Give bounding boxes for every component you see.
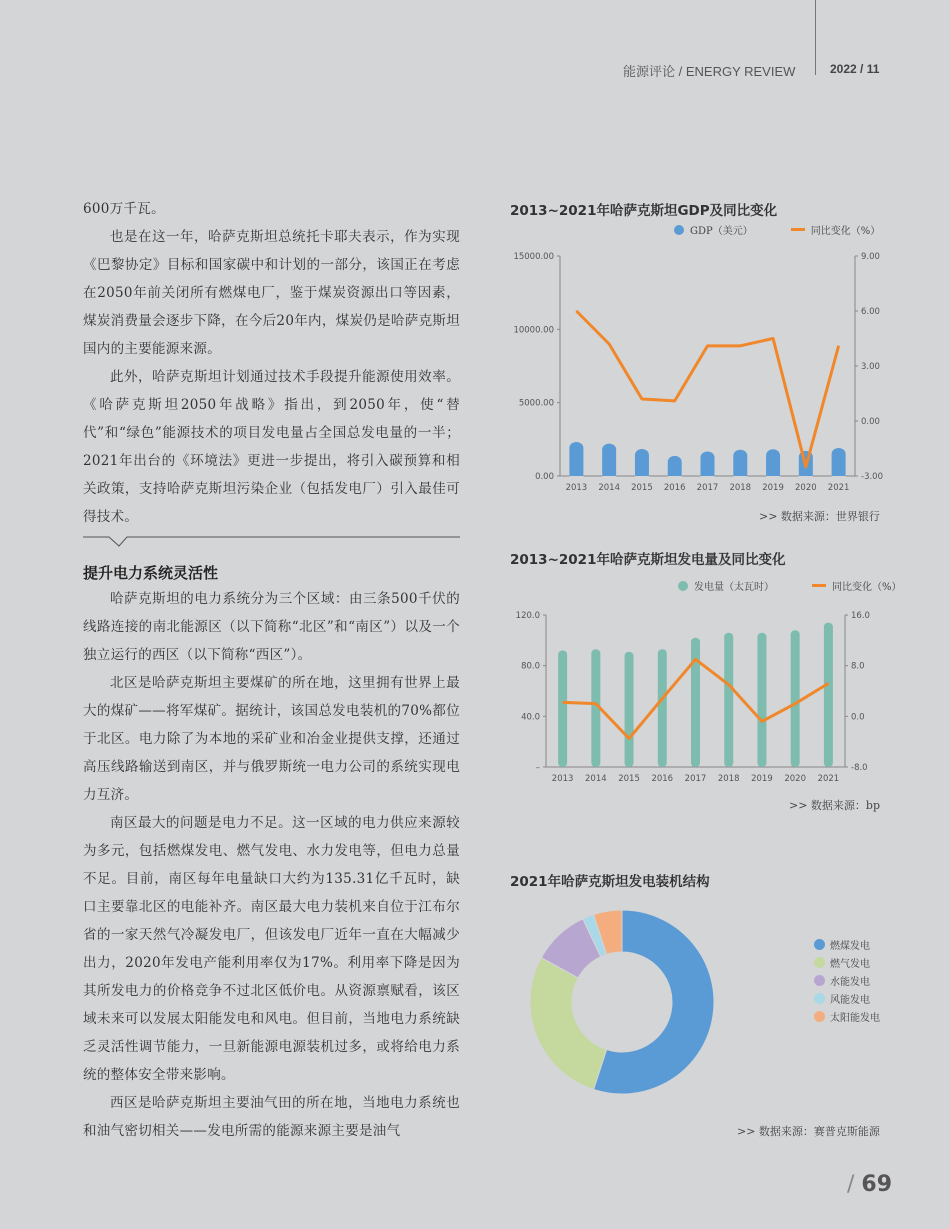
x-tick-label: 2017: [696, 483, 719, 493]
legend-label: 同比变化（%）: [810, 226, 881, 237]
legend-dot-icon: [814, 939, 825, 950]
pie-slice: [530, 958, 607, 1090]
gen-source: >> 数据来源：bp: [789, 799, 881, 812]
pie-chart-title: 2021年哈萨克斯坦发电装机结构: [510, 874, 710, 890]
y-left-tick-label: 0.00: [535, 472, 554, 482]
paragraph: 北区是哈萨克斯坦主要煤矿的所在地，这里拥有世界上最大的煤矿——将军煤矿。据统计，该国总发电装机的70%都位于北区。电力除了为本地的采矿业和冶金业提供支撑，还通过高压线路输送到南区，并与俄罗斯统一电力公司的系统实现电力互济。: [83, 675, 460, 803]
x-tick-label: 2013: [551, 774, 574, 784]
pie-source: >> 数据来源：赛普克斯能源: [737, 1125, 880, 1138]
bar: [757, 633, 766, 767]
page-number-value: 69: [861, 1172, 893, 1197]
y-left-tick-label: 10000.00: [513, 325, 554, 336]
pie-legend-item: [814, 1007, 880, 1025]
y-right-tick-label: 3.00: [861, 362, 880, 372]
line-point: [795, 703, 796, 704]
line-point: [674, 400, 675, 401]
line-point: [828, 683, 829, 684]
pie-legend-item: [814, 989, 880, 1007]
y-right-tick-label: 0.0: [851, 712, 865, 723]
line-point: [695, 659, 696, 660]
x-tick-label: 2013: [565, 483, 588, 493]
page-number: / 69: [847, 1172, 893, 1197]
gen-legend: [678, 578, 902, 593]
legend-label: 同比变化（%）: [832, 582, 902, 593]
bar-base-mask: [635, 476, 649, 482]
line-point: [740, 345, 741, 346]
bar: [766, 449, 780, 480]
gen-chart-title: 2013~2021年哈萨克斯坦发电量及同比变化: [510, 552, 786, 568]
bar: [724, 633, 733, 767]
x-tick-label: 2016: [663, 483, 686, 493]
x-tick-label: 2020: [795, 483, 817, 493]
gdp-chart-title: 2013~2021年哈萨克斯坦GDP及同比变化: [510, 203, 778, 219]
legend-label: 风能发电: [830, 994, 870, 1006]
x-tick-label: 2016: [651, 774, 674, 784]
gdp-legend: [674, 222, 880, 237]
line-point: [576, 311, 577, 312]
bar: [733, 450, 747, 480]
paragraph: 西区是哈萨克斯坦主要油气田的所在地，当地电力系统也和油气密切相关——发电所需的能源来源主要是油气: [83, 1095, 460, 1139]
journal-header: 能源评论 / ENERGY REVIEW: [623, 64, 796, 79]
line-point: [707, 345, 708, 346]
legend-label: 燃煤发电: [830, 940, 870, 952]
paragraph: 南区最大的问题是电力不足。这一区域的电力供应来源较为多元，包括燃煤发电、燃气发电、水力发电等，但电力总量不足。目前，南区每年电量缺口大约为135.31亿千瓦时，缺口主要靠北区的电能补齐。南区最大电力装机来自位于江布尔省的一家天然气冷凝发电厂，但该发电厂近年一直在大幅减少出力，2020年发电产能利用率仅为17%。利用率下降是因为其所发电力的价格竞争不过北区低价电。从资源禀赋看，该区域未来可以发展太阳能发电和风电。但目前，当地电力系统缺乏灵活性调节能力，一旦新能源电源装机过多，或将给电力系统的整体安全带来影响。: [83, 815, 460, 1083]
line-point: [562, 702, 563, 703]
x-tick-label: 2019: [751, 774, 773, 784]
legend-label: 燃气发电: [830, 958, 870, 970]
section-divider: [83, 532, 461, 548]
bar-base-mask: [799, 476, 813, 482]
x-tick-label: 2015: [618, 774, 640, 784]
y-left-tick-label: 5000.00: [518, 398, 554, 409]
line-point: [761, 721, 762, 722]
legend-label: GDP（美元）: [690, 226, 753, 237]
bar-base-mask: [602, 476, 616, 482]
section-title: 提升电力系统灵活性: [83, 564, 219, 582]
line-point: [805, 466, 806, 467]
paragraph: 也是在这一年，哈萨克斯坦总统托卡耶夫表示，作为实现《巴黎协定》目标和国家碳中和计划的一部分，该国正在考虑在2050年前关闭所有燃煤电厂，鉴于煤炭资源出口等因素，煤炭消费量会逐步下降，在今后20年内，煤炭仍是哈萨克斯坦国内的主要能源来源。: [83, 229, 460, 357]
bar: [832, 448, 846, 480]
bar-base-mask: [832, 476, 846, 482]
x-tick-label: 2020: [784, 774, 806, 784]
legend-dot-icon: [678, 581, 688, 591]
bar: [625, 652, 634, 767]
legend-label: 太阳能发电: [830, 1012, 880, 1024]
pie-legend-item: [814, 953, 880, 971]
bar: [658, 649, 667, 767]
x-tick-label: 2019: [762, 483, 784, 493]
paragraph: 此外，哈萨克斯坦计划通过技术手段提升能源使用效率。《哈萨克斯坦2050年战略》指出，到2050年，使“替代”和“绿色”能源技术的项目发电量占全国总发电量的一半；2021年出台的《环境法》更进一步提出，将引入碳预算和相关政策，支持哈萨克斯坦污染企业（包括发电厂）引入最佳可得技术。: [83, 369, 460, 525]
line-point: [838, 345, 839, 346]
bar-base-mask: [569, 476, 583, 482]
legend-line-icon: [791, 228, 805, 231]
legend-dot-icon: [814, 993, 825, 1004]
bar: [558, 650, 567, 767]
pie-legend: [814, 935, 880, 1025]
y-left-tick-label: 15000.00: [513, 252, 554, 262]
x-tick-label: 2014: [598, 483, 620, 493]
y-right-tick-label: 8.0: [851, 661, 865, 672]
x-tick-label: 2015: [631, 483, 653, 493]
legend-dot-icon: [814, 957, 825, 968]
legend-dot-icon: [814, 1011, 825, 1022]
bar-base-mask: [668, 476, 682, 482]
gdp-chart: [500, 240, 900, 500]
bar: [635, 449, 649, 480]
line-point: [595, 703, 596, 704]
bar: [701, 452, 715, 480]
bar-base-mask: [701, 476, 715, 482]
y-right-tick-label: 9.00: [861, 252, 880, 262]
bar-base-mask: [766, 476, 780, 482]
gen-chart: [500, 600, 900, 790]
article-body-top: [83, 195, 460, 531]
line-point: [728, 684, 729, 685]
article-body-bottom: [83, 585, 460, 1145]
line-point: [641, 399, 642, 400]
header-divider: [815, 0, 816, 75]
y-left-tick-label: 80.0: [521, 661, 540, 672]
legend-label: 发电量（太瓦时）: [694, 582, 774, 593]
x-tick-label: 2018: [729, 483, 752, 493]
y-left-tick-label: –: [535, 763, 540, 773]
line-point: [662, 698, 663, 699]
line-point: [609, 344, 610, 345]
bar: [791, 630, 800, 767]
x-tick-label: 2018: [717, 774, 740, 784]
y-right-tick-label: -8.0: [851, 763, 868, 773]
pie-legend-item: [814, 935, 880, 953]
legend-line-icon: [812, 584, 826, 587]
legend-dot-icon: [814, 975, 825, 986]
bar: [602, 444, 616, 480]
legend-dot-icon: [674, 225, 684, 235]
line-point: [629, 738, 630, 739]
bar: [824, 623, 833, 767]
x-tick-label: 2014: [585, 774, 607, 784]
y-left-tick-label: 40.0: [521, 712, 540, 723]
y-right-tick-label: 6.00: [861, 307, 880, 317]
pie-chart: [520, 905, 725, 1100]
bar-base-mask: [733, 476, 747, 482]
bar: [569, 442, 583, 480]
paragraph: 600万千瓦。: [83, 201, 165, 217]
legend-label: 水能发电: [830, 976, 870, 988]
y-right-tick-label: 16.0: [851, 611, 870, 621]
x-tick-label: 2017: [684, 774, 707, 784]
issue-number: 2022 / 11: [830, 62, 880, 76]
series-line: [576, 311, 838, 467]
pie-legend-item: [814, 971, 880, 989]
paragraph: 哈萨克斯坦的电力系统分为三个区域：由三条500千伏的线路连接的南北能源区（以下简称“北区”和“南区”）以及一个独立运行的西区（以下简称“西区”）。: [83, 591, 460, 663]
gdp-source: >> 数据来源：世界银行: [759, 510, 880, 523]
x-tick-label: 2021: [827, 483, 850, 493]
y-right-tick-label: -3.00: [861, 472, 883, 482]
y-right-tick-label: 0.00: [861, 417, 880, 427]
y-left-tick-label: 120.0: [515, 611, 540, 621]
bar: [691, 638, 700, 767]
x-tick-label: 2021: [817, 774, 840, 784]
line-point: [773, 338, 774, 339]
